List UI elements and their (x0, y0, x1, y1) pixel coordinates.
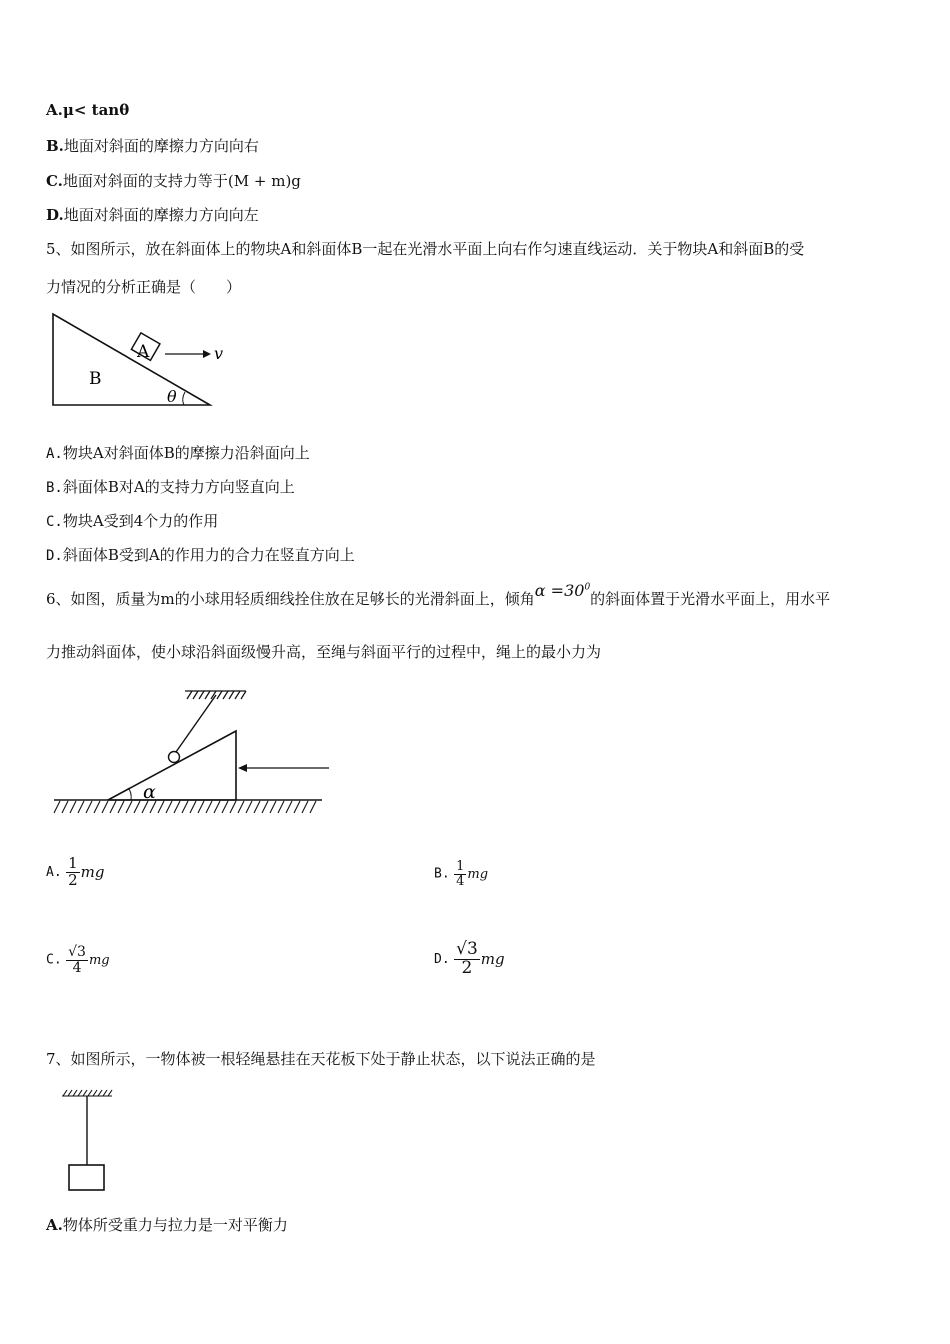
q4-option-d: D.地面对斜面的摩擦力方向向左 (46, 206, 259, 224)
block-a-label: A (137, 342, 150, 362)
incline-body-b (53, 314, 210, 405)
alpha-expression: $\alpha =30^0$ (534, 581, 591, 600)
ball (169, 752, 180, 763)
q5-option-c: C.物块A受到4个力的作用 (46, 512, 219, 530)
fraction: $\frac{1}{2}$ (68, 854, 78, 889)
q7-option-a: A.物体所受重力与拉力是一对平衡力 (46, 1216, 288, 1234)
incline-wedge (108, 731, 236, 800)
q6-choice-c: C. $\frac{√3}{4}$ mg (46, 944, 110, 976)
fraction: $\frac{1}{4}$ (456, 859, 465, 889)
q6-choice-d: D. $\frac{√3}{2}$ mg (434, 939, 505, 978)
fraction: $\frac{√3}{2}$ (456, 939, 478, 978)
q6-choice-a: A. $\frac{1}{2}$ mg (46, 854, 105, 889)
q6-ball-incline-figure (46, 684, 336, 820)
hanging-block (69, 1165, 104, 1190)
rope (176, 695, 216, 752)
q4-option-a: A.μ< tanθ (46, 101, 130, 119)
q6-stem-line1: 6、如图，质量为m的小球用轻质细线拴住放在足够长的光滑斜面上，倾角$\alpha =30^0$的斜面体置于光滑水平面上，用水平 (46, 581, 831, 608)
q5-option-d: D.斜面体B受到A的作用力的合力在竖直方向上 (46, 546, 355, 564)
q7-hanging-block-figure (56, 1086, 146, 1196)
ceiling-hatch (62, 1090, 112, 1096)
angle-arc (183, 392, 185, 405)
velocity-label: v (214, 344, 224, 363)
velocity-arrowhead (203, 350, 211, 358)
q7-stem: 7、如图所示，一物体被一根轻绳悬挂在天花板下处于静止状态，以下说法正确的是 (46, 1050, 596, 1068)
q5-stem-line2: 力情况的分析正确是（ ） (46, 278, 242, 296)
q5-option-a: A.物块A对斜面体B的摩擦力沿斜面向上 (46, 444, 310, 462)
ground-hatch (54, 801, 316, 813)
q5-option-b: B.斜面体B对A的支持力方向竖直向上 (46, 478, 295, 496)
q6-choice-b: B. $\frac{1}{4}$ mg (434, 859, 489, 889)
q5-incline-figure (46, 308, 246, 414)
q5-stem-line1: 5、如图所示，放在斜面体上的物块A和斜面体B一起在光滑水平面上向右作匀速直线运动．关于物块A和斜面B的受 (46, 240, 805, 258)
q4-option-b: B.地面对斜面的摩擦力方向向右 (46, 137, 259, 155)
q6-stem-line2: 力推动斜面体，使小球沿斜面级慢升高，至绳与斜面平行的过程中，绳上的最小力为 (46, 643, 602, 661)
push-arrowhead (238, 764, 247, 772)
fraction: $\frac{√3}{4}$ (68, 944, 86, 976)
alpha-label: α (143, 781, 156, 803)
q4-option-c: C.地面对斜面的支持力等于(M + m)g (46, 172, 301, 190)
body-b-label: B (89, 369, 102, 389)
theta-label: θ (167, 387, 177, 406)
